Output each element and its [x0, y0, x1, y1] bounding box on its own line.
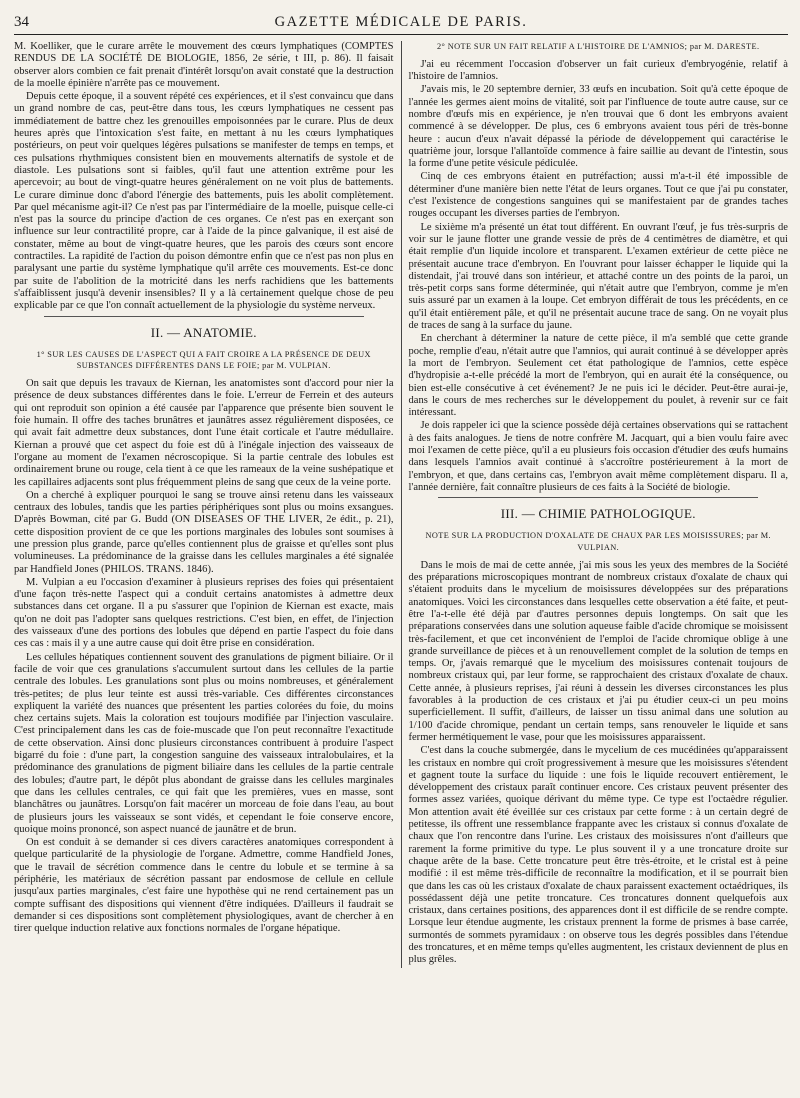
paragraph: J'avais mis, le 20 septembre dernier, 33 œufs en incubation. Soit qu'à cette époque de l'année les germes aient moins de vitalité, soit par l'influence de toute autre cause, sur ce nombre d'œufs mis en expérience, je n'en trouvai que 6 dont les embryons avaient commencé à se développer. De plus, ces 6 embryons avaient tous péri de très-bonne heure : aucun d'eux n'avait dépassé la période de développement qui caractérise le quatrième jour, lorsque l'allantoïde commence à faire saillie au devant de l'intestin, sous la forme d'une petite vésicule pédiculée.	[408, 84, 788, 170]
paragraph: On est conduit à se demander si ces divers caractères anatomiques correspondent à quelque particularité de la physiologie de l'organe. Admettre, comme Handfield Jones, que le travail de sécrétion commence dans le centre du lobule et se termine à sa périphérie, les matériaux de sécrétion passant par endosmose de cellule en cellule jusqu'aux parties marginales, c'est faire une hypothèse qui ne rend certainement pas un compte suffisant des dispositions qui viennent d'être indiquées. D'ailleurs il faudrait se demander si ces dispositions sont complètement physiologiques, avant de chercher à en tirer quelque induction relative aux fonctions normales de l'organe hépatique.	[14, 837, 394, 935]
left-column	[14, 41, 394, 968]
paragraph: En cherchant à déterminer la nature de cette pièce, il m'a semblé que cette grande poche, remplie d'eau, n'était autre que l'amnios, qui aurait continué à se développer après la mort de l'embryon. Seulement cet état pathologique de l'amnios, cette espèce d'hydropisie a-t-elle précédé la mort de l'embryon, qui en aurait été la conséquence, ou bien est-elle consécutive à cet événement? Je ne puis ici le décider. Peut-être aurai-je, dans le cours de mes recherches sur le développement du poulet, à revenir sur ce fait intéressant.	[408, 333, 788, 419]
paragraph: Cinq de ces embryons étaient en putréfaction; aussi m'a-t-il été impossible de déterminer d'une manière bien nette l'état de leurs organes. Tout ce que j'ai pu constater, c'est l'existence de congestions sanguines qui se manifestaient par de grandes taches rouges occupant les diverses parties de l'embryon.	[408, 171, 788, 220]
section-heading-chimie: III. — CHIMIE PATHOLOGIQUE.	[500, 506, 696, 522]
paragraph: Depuis cette époque, il a souvent répété ces expériences, et il s'est convaincu que dans un grand nombre de cas, peut-être dans tous, les cœurs lymphatiques ne cessent pas immédiatement de battre chez les grenouilles empoisonnées par le curare. Plus de deux heures après que l'intoxication s'est faite, en mettant à nu les cœurs lymphatiques postérieurs, on peut voir quelques légères pulsations se manifester de temps en temps, et ces pulsations rhythmiques consistent bien en mouvements alternatifs de systole et de diastole. Les pulsations sont si faibles, qu'il faut une attention extrême pour les apercevoir; au bout de vingt-quatre heures généralement on ne voit plus de battements. Le curare diminue donc d'abord l'énergie des battements, puis les abolit complètement. Par quel mécanisme agit-il? Ce n'est pas par l'intermédiaire de la moelle, puisque celle-ci n'est pas la source du principe d'action de ces organes. Ce n'est pas en exerçant son influence sur leur contractilité propre, car à l'aide de la pince galvanique, il est aisé de constater, même au bout de vingt-quatre heures, que les parois des cœurs sont encore contractiles. La rapidité de l'action du poison démontre enfin que ce n'est pas non plus en paralysant une partie du système lymphatique qu'il arrête ces mouvements. Est-ce donc par suite de l'abolition de la motricité dans les nerfs rachidiens que les battements s'affaiblissent jusqu'à devenir insensibles? Il y a là certainement quelque chose de peu explicable par ce que l'on connaît actuellement de la physiologie du système nerveux.	[14, 91, 394, 312]
article-title-amnios: 2° NOTE SUR UN FAIT RELATIF A L'HISTOIRE DE L'AMNIOS; par M. DARESTE.	[437, 42, 760, 51]
paragraph: M. Vulpian a eu l'occasion d'examiner à plusieurs reprises des foies qui présentaient d'une façon très-nette l'aspect qui a conduit certains anatomistes à admettre deux substances dans cet organe. Il a pu s'assurer que l'opinion de Kiernan est exacte, mais qu'on ne doit pas l'adopter sans quelques restrictions. C'est bien, en effet, de l'injection des vaisseaux d'une des portions des lobules que dépend en partie l'aspect du foie dans ces cas : mais il y a une autre cause qui doit être prise en considération.	[14, 576, 394, 650]
journal-title: GAZETTE MÉDICALE DE PARIS.	[274, 14, 528, 30]
paragraph: Je dois rappeler ici que la science possède déjà certaines observations qui se rattachent à des faits analogues. Je tiens de notre confrère M. Jacquart, qui a bien voulu faire avec moi l'examen de cette pièce, qu'il a eu plusieurs fois occasion d'étudier des œufs humains dans lesquels l'amnios avait continué à s'accroître postérieurement à la mort de l'embryon, et que, dans certains cas, l'embryon avait même complètement disparu. Il a, l'année dernière, fait connaître plusieurs de ces faits à la Société de biologie.	[408, 420, 788, 493]
paragraph: Le sixième m'a présenté un état tout différent. En ouvrant l'œuf, je fus très-surpris de voir sur le jaune flotter une grande vessie de près de 4 centimètres de diamètre, et qui était remplie d'un liquide incolore et transparent. L'examen extérieur de cette pièce ne présentait aucune trace d'embryon. En l'ouvrant pour laisser échapper le liquide qui la distendait, j'ai trouvé dans son intérieur, et attaché contre un des points de la paroi, un très-petit corps sans forme déterminée, qui n'était autre que l'embryon, comme je m'en suis assuré par un examen à la loupe. Cet embryon différait de tous les précédents, en ce qu'il était entièrement pâle, et qu'il ne présentait aucune trace de sang. On ne voyait plus de traces de sang à la surface du jaune.	[408, 221, 788, 332]
paragraph: J'ai eu récemment l'occasion d'observer un fait curieux d'embryogénie, relatif à l'histoire de l'amnios.	[408, 58, 788, 83]
paragraph: Dans le mois de mai de cette année, j'ai mis sous les yeux des membres de la Société des préparations microscopiques montrant de nombreux cristaux d'oxalate de chaux qui s'étaient produits dans le mycelium de moisissures développées sur des préparations anatomiques. Voici les circonstances dans lesquelles cette observation a été faite, et peut-être l'a-t-elle été déjà par d'autres personnes depuis longtemps. On sait que les préparations conservées dans une solution aqueuse faible d'acide chromique se moisissent très-facilement, et que cet inconvénient de l'emploi de l'acide chromique oblige à une grande surveillance de pièces et à un renouvellement complet de la solution de temps en temps. Or, j'avais remarqué que le mycelium des moisissures contenait toujours de nombreux cristaux qui, par leur forme, se rapprochaient des cristaux d'oxalate de chaux. Cette année, à plusieurs reprises, j'ai réuni à dessein les diverses circonstances les plus favorables à la production de ces cristaux et j'ai pu étudier ceux-ci un peu moins superficiellement. Il suffit, d'ailleurs, de laisser un tissu animal dans une solution au 1/100 d'acide chromique, pendant un certain temps, sans renouveler le liquide et sans fermer hermétiquement le vase, pour que les moisissures apparaissent.	[408, 559, 788, 743]
paragraph: On a cherché à expliquer pourquoi le sang se trouve ainsi retenu dans les vaisseaux centraux des lobules, tandis que les parties périphériques sont plus ou moins exsangues. D'après Bowman, cité par G. Budd (ON DISEASES OF THE LIVER, 2e édit., p. 21), cette disposition provient de ce que les portions marginales des lobules sont soumises à une pression plus grande, parce qu'elles contiennent plus de graisse et qu'elles sont plus volumineuses. La prédominance de la graisse dans les cellules marginales a été signalée par Handfield Jones (PHILOS. TRANS. 1846).	[14, 489, 394, 575]
paragraph: On sait que depuis les travaux de Kiernan, les anatomistes sont d'accord pour nier la présence de deux substances différentes dans le foie. L'erreur de Ferrein et des auteurs qui ont reproduit son opinion a été causée par l'apparence que présente bien souvent le foie humain. Il offre des taches brunâtres et jaunâtres assez régulièrement disposées, ce qui avait fait admettre deux substances, dont l'une était corticale et l'autre médullaire. Kiernan a prouvé que cet aspect du foie est dû à l'inégale injection des vaisseaux de l'organe au moment de l'examen nécroscopique. Si la partie centrale des lobules est ordinairement brune ou rouge, cela tient à ce que les rameaux de la veine sushépatique et les capillaires adjacents sont plus fréquemment pleins de sang que ceux de la veine porte.	[14, 378, 394, 488]
article-title-oxalate: NOTE SUR LA PRODUCTION D'OXALATE DE CHAUX PAR LES MOISISSURES; par M. VULPIAN.	[425, 531, 771, 552]
right-column	[408, 41, 788, 968]
page-header	[14, 14, 788, 35]
divider	[44, 316, 364, 317]
paragraph: M. Koelliker, que le curare arrête le mouvement des cœurs lymphatiques (COMPTES RENDUS DE LA SOCIÉTÉ DE BIOLOGIE, 1856, 2e série, t III, p. 86). Il faisait observer alors combien ce fait prenait d'intérêt lorsqu'on avait constaté que la destruction de la moelle épinière n'arrête pas ce mouvement.	[14, 41, 394, 89]
section-heading-anatomie: II. — ANATOMIE.	[150, 324, 257, 340]
paragraph: C'est dans la couche submergée, dans le mycelium de ces mucédinées qu'apparaissent les cristaux en nombre qui croît progressivement à mesure que les moisissures s'étendent et gagnent toute la surface du liquide : une fois le liquide recouvert entièrement, le développement des cristaux paraît continuer encore. Ces cristaux peuvent présenter des formes assez variées, quoique dérivant du même type. Ce type est l'octaèdre régulier. Mon attention avait été éveillée sur ces cristaux par cette forme : à un certain degré de petitesse, ils offrent une ressemblance frappante avec les cristaux si connus d'oxalate de chaux que l'on rencontre dans l'urine. Les cristaux des moisissures n'ont d'ailleurs que rarement la forme primitive du type. Le plus souvent il y a une troncature droite sur chaque arête de la base. Cette troncature peut être très-étroite, et le cristal est à peine modifié : il est même très-difficile de reconnaître la modification, et il se pourrait bien que dans les cas où les cristaux d'oxalate de chaux paraissent exactement octaédriques, ils possédassent déjà une petite troncature. Ces troncatures donnent quelquefois aux cristaux, dans certaines positions, des apparences dont il est difficile de se rendre compte. Lorsque leur étendue augmente, les cristaux prennent la forme de prismes à base carrée, surmontés de sommets pyramidaux : on observe tous les degrés possibles dans l'étendue des troncatures, et en même temps qu'elles augmentent, les cristaux deviennent de plus en plus grêles.	[408, 745, 788, 966]
article-title-foie: 1° SUR LES CAUSES DE L'ASPECT QUI A FAIT CROIRE A LA PRÉSENCE DE DEUX SUBSTANCES DIFFÉRENTES DANS LE FOIE; par M. VULPIAN.	[36, 349, 371, 371]
paragraph: Les cellules hépatiques contiennent souvent des granulations de pigment biliaire. Or il facile de voir que ces granulations s'accumulent surtout dans les cellules de la partie centrale des lobules. Les granulations sont plus ou moins nombreuses, et généralement très-petites; de plus leur teinte est aussi très-variable. Ces différentes circonstances expliquent la variété des nuances que présentent les parties colorées du foie, du moins chez certains sujets. Mais la coloration est toujours modifiée par l'injection vasculaire. C'est principalement dans les cas de foie-muscade que l'on peut reconnaître l'exactitude de cette observation. Ainsi donc plusieurs circonstances contribuent à produire l'aspect bigarré du foie : d'une part, la congestion sanguine des vaisseaux intralobulaires, et la prédominance des granulations de pigment biliaire dans les cellules de la partie centrale des lobules; d'autre part, le dépôt plus abondant de graisse dans les cellules marginales que dans les cellules centrales, ce qui fait que les premières, vues en masse, sont blanchâtres ou jaunâtres. Lorsqu'on fait macérer un morceau de foie dans l'eau, au bout de plusieurs jours les vaisseaux se sont vidés, et cependant le foie conserve encore, quoique moins prononcé, son aspect nuancé de jaunâtre et de brun.	[14, 651, 394, 835]
column-separator	[401, 41, 402, 968]
page-number: 34	[14, 14, 29, 30]
divider	[438, 497, 758, 498]
